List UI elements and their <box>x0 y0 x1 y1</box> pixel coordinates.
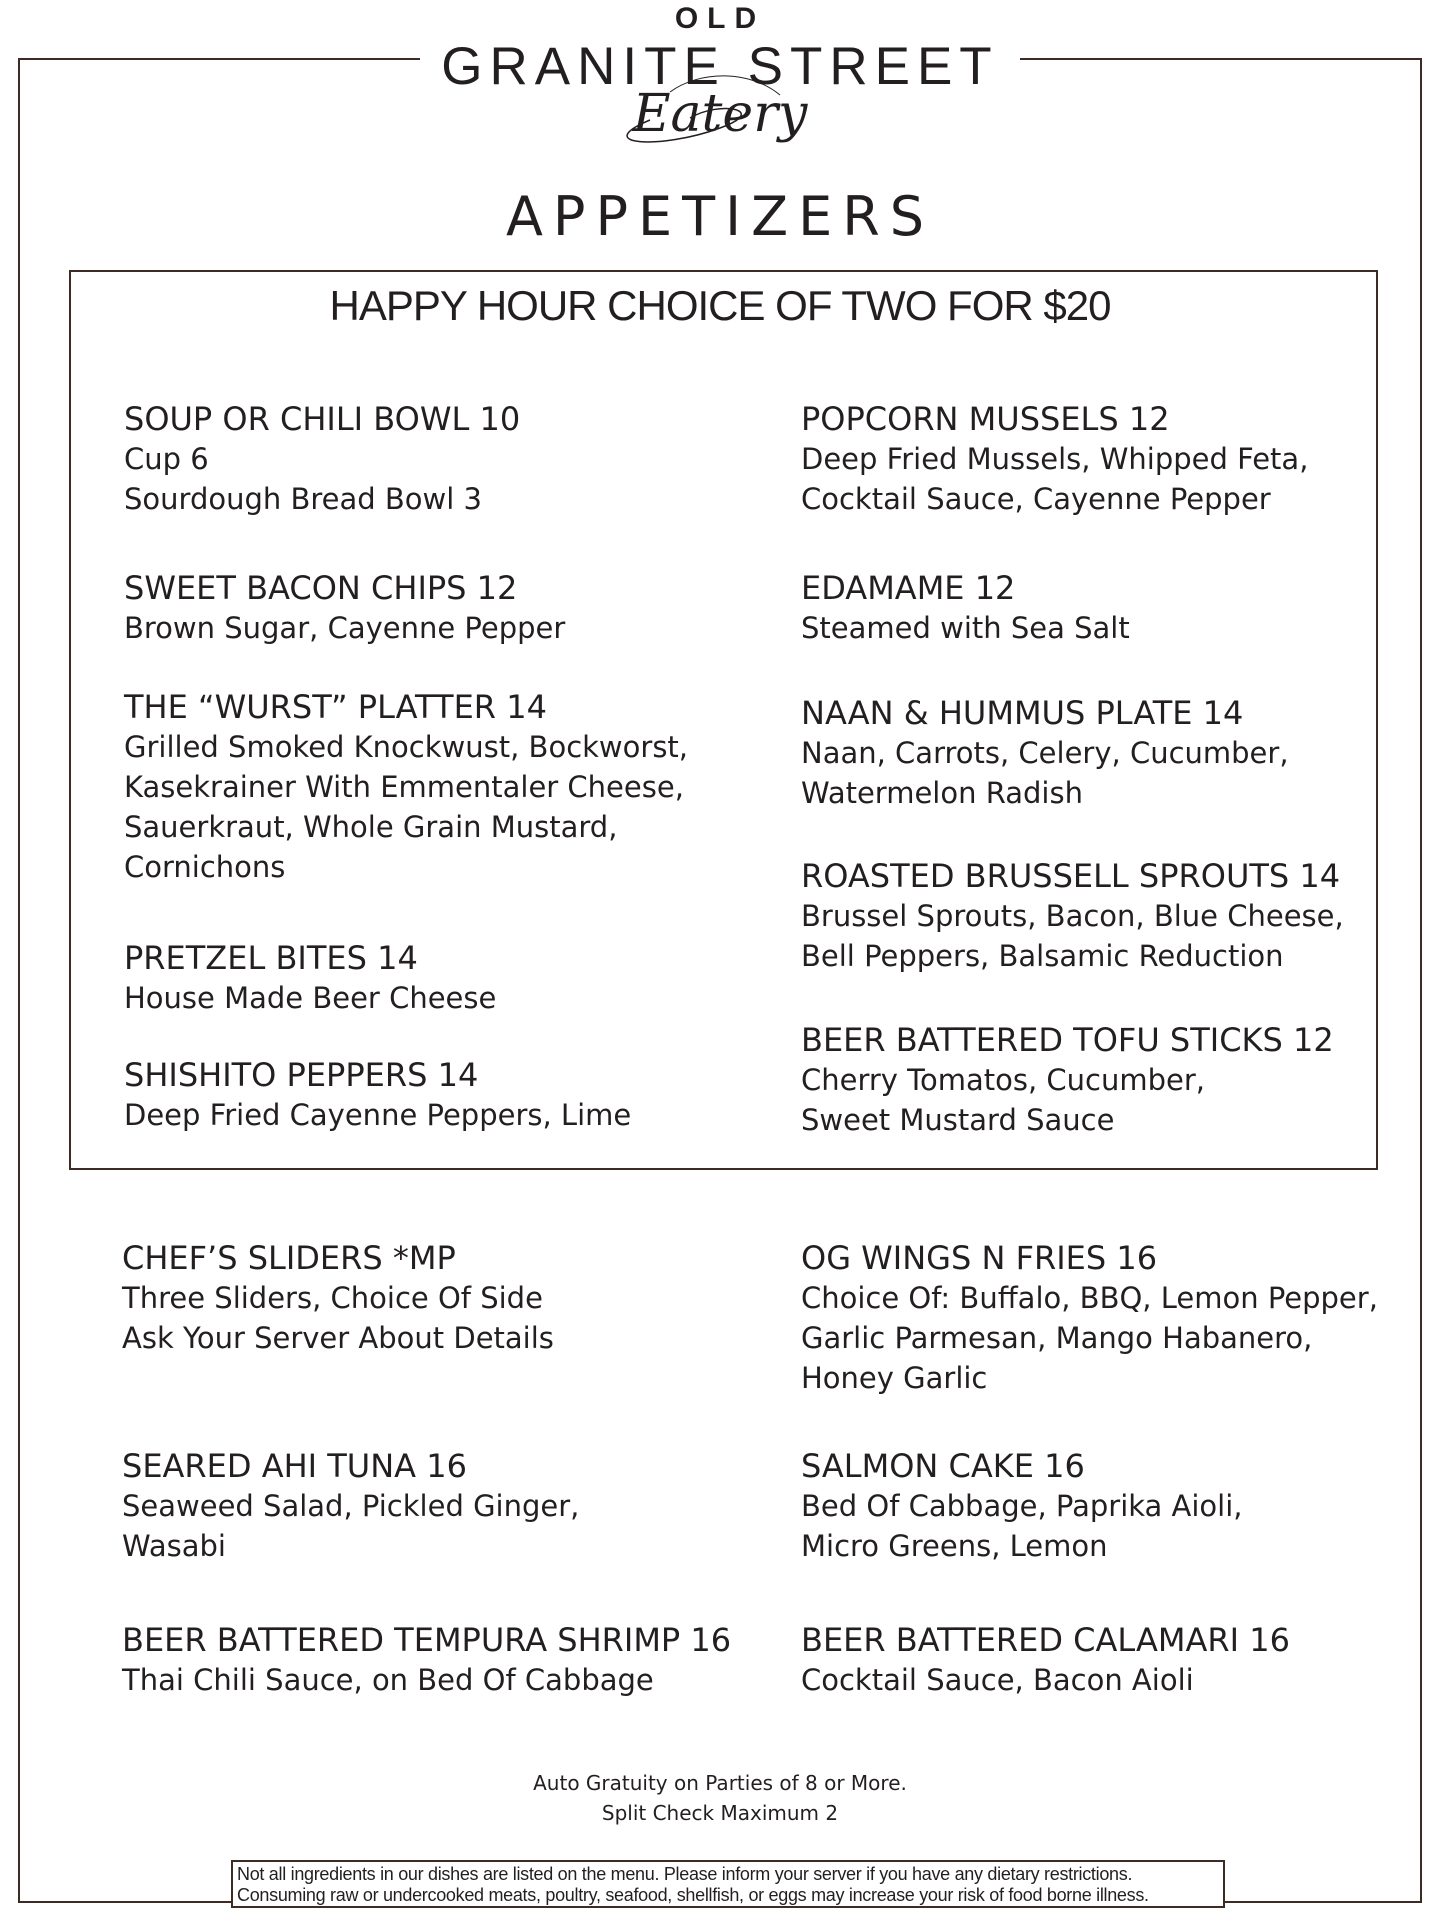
menu-item-name: BEER BATTERED TEMPURA SHRIMP 16 <box>122 1621 732 1659</box>
logo-old-text: OLD <box>674 2 766 35</box>
menu-item <box>801 399 1440 519</box>
menu-item-name: BEER BATTERED CALAMARI 16 <box>801 1621 1290 1659</box>
menu-item <box>801 693 1440 813</box>
menu-item-name: SHISHITO PEPPERS 14 <box>124 1056 479 1094</box>
disclaimer-line: Consuming raw or undercooked meats, poultry, seafood, shellfish, or eggs may increase your risk of food borne illness. <box>237 1885 1149 1905</box>
menu-item-name: THE “WURST” PLATTER 14 <box>124 688 547 726</box>
menu-item <box>124 687 764 887</box>
menu-item-desc: Steamed with Sea Salt <box>801 611 1130 645</box>
menu-item-desc: Brussel Sprouts, Bacon, Blue Cheese, <box>801 899 1344 933</box>
menu-item-desc: Bell Peppers, Balsamic Reduction <box>801 939 1284 973</box>
menu-item-desc: Garlic Parmesan, Mango Habanero, <box>801 1321 1313 1355</box>
menu-item <box>801 1446 1440 1566</box>
menu-item-name: BEER BATTERED TOFU STICKS 12 <box>801 1021 1334 1059</box>
menu-item <box>122 1446 762 1566</box>
menu-item <box>801 1238 1440 1398</box>
menu-item-desc: Seaweed Salad, Pickled Ginger, <box>122 1489 580 1523</box>
menu-item-desc: Kasekrainer With Emmentaler Cheese, <box>124 770 684 804</box>
menu-item-desc: Sweet Mustard Sauce <box>801 1103 1115 1137</box>
menu-item-name: SOUP OR CHILI BOWL 10 <box>124 400 521 438</box>
menu-item-desc: Sauerkraut, Whole Grain Mustard, <box>124 810 618 844</box>
menu-item-desc: Brown Sugar, Cayenne Pepper <box>124 611 566 645</box>
menu-item-name: SWEET BACON CHIPS 12 <box>124 569 518 607</box>
menu-item-desc: Deep Fried Mussels, Whipped Feta, <box>801 442 1309 476</box>
happy-hour-title: HAPPY HOUR CHOICE OF TWO FOR $20 <box>329 282 1111 329</box>
logo-granite-street-text: GRANITE STREET <box>441 37 999 96</box>
menu-item-desc: Cocktail Sauce, Bacon Aioli <box>801 1663 1194 1697</box>
menu-item <box>801 856 1440 976</box>
menu-item-desc: Naan, Carrots, Celery, Cucumber, <box>801 736 1289 770</box>
menu-item-desc: Cherry Tomatos, Cucumber, <box>801 1063 1205 1097</box>
menu-item-desc: Wasabi <box>122 1529 226 1563</box>
menu-item-desc: Three Sliders, Choice Of Side <box>122 1281 543 1315</box>
menu-item-desc: Micro Greens, Lemon <box>801 1529 1108 1563</box>
menu-item-name: CHEF’S SLIDERS *MP <box>122 1239 456 1277</box>
menu-item <box>122 1620 762 1700</box>
menu-item <box>124 568 764 648</box>
logo-eatery-script: Eatery <box>632 84 808 144</box>
menu-item-desc: Cocktail Sauce, Cayenne Pepper <box>801 482 1271 516</box>
menu-item <box>124 399 764 519</box>
menu-item-desc: Sourdough Bread Bowl 3 <box>124 482 482 516</box>
gratuity-note: Auto Gratuity on Parties of 8 or More. <box>533 1771 907 1795</box>
split-check-note: Split Check Maximum 2 <box>601 1801 839 1825</box>
menu-item-name: POPCORN MUSSELS 12 <box>801 400 1170 438</box>
menu-item <box>801 1620 1440 1700</box>
allergy-disclaimer <box>231 1860 1225 1908</box>
menu-item-name: OG WINGS N FRIES 16 <box>801 1239 1158 1277</box>
menu-item-desc: Honey Garlic <box>801 1361 988 1395</box>
menu-item-desc: Watermelon Radish <box>801 776 1083 810</box>
menu-item-name: PRETZEL BITES 14 <box>124 939 418 977</box>
menu-item-name: NAAN & HUMMUS PLATE 14 <box>801 694 1244 732</box>
menu-item <box>801 1020 1440 1140</box>
menu-item-desc: Choice Of: Buffalo, BBQ, Lemon Pepper, <box>801 1281 1378 1315</box>
menu-item-name: SEARED AHI TUNA 16 <box>122 1447 467 1485</box>
menu-item-desc: Grilled Smoked Knockwust, Bockworst, <box>124 730 689 764</box>
menu-item-desc: Deep Fried Cayenne Peppers, Lime <box>124 1098 632 1132</box>
page-title: APPETIZERS <box>505 185 934 248</box>
menu-item-desc: Cup 6 <box>124 442 209 476</box>
menu-item-desc: House Made Beer Cheese <box>124 981 497 1015</box>
menu-item-desc: Cornichons <box>124 850 286 884</box>
menu-item-desc: Bed Of Cabbage, Paprika Aioli, <box>801 1489 1243 1523</box>
menu-item-name: ROASTED BRUSSELL SPROUTS 14 <box>801 857 1341 895</box>
menu-item-name: EDAMAME 12 <box>801 569 1016 607</box>
menu-item <box>122 1238 762 1358</box>
restaurant-logo <box>420 0 1020 150</box>
menu-item-name: SALMON CAKE 16 <box>801 1447 1085 1485</box>
menu-item <box>801 568 1440 648</box>
menu-item <box>124 1055 764 1135</box>
menu-item-desc: Ask Your Server About Details <box>122 1321 554 1355</box>
menu-item <box>124 938 764 1018</box>
menu-item-desc: Thai Chili Sauce, on Bed Of Cabbage <box>122 1663 654 1697</box>
disclaimer-line: Not all ingredients in our dishes are listed on the menu. Please inform your server if you have any dietary restrictions. <box>237 1864 1133 1884</box>
